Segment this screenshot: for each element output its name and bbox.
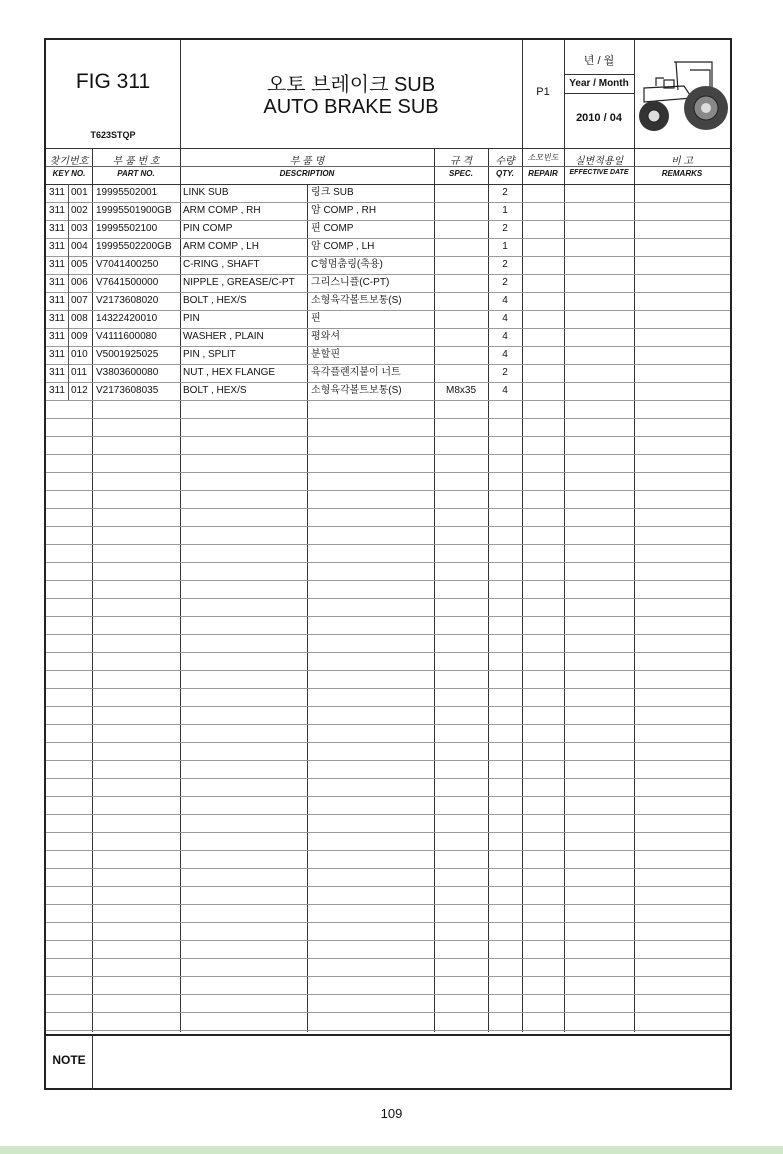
empty-row bbox=[46, 454, 730, 473]
fig-number-cell: 311 bbox=[49, 187, 65, 198]
column-headers bbox=[46, 148, 730, 185]
qty-cell: 2 bbox=[502, 367, 508, 378]
empty-row bbox=[46, 652, 730, 671]
col-eff-ko: 실변적용일 bbox=[574, 156, 624, 167]
col-rem-en: REMARKS bbox=[661, 169, 703, 178]
empty-row bbox=[46, 544, 730, 563]
page-title bbox=[180, 40, 522, 148]
description-ko-cell: 암 COMP , RH bbox=[311, 205, 377, 216]
description-en-cell: C-RING , SHAFT bbox=[183, 259, 260, 270]
key-number-cell: 009 bbox=[71, 331, 88, 342]
col-part-en: PART NO. bbox=[117, 169, 155, 178]
part-number-cell: 19995502001 bbox=[96, 187, 158, 198]
col-spec-ko: 규 격 bbox=[449, 156, 473, 167]
col-repair-en: REPAIR bbox=[528, 169, 558, 178]
empty-row bbox=[46, 706, 730, 725]
empty-row bbox=[46, 598, 730, 617]
empty-row bbox=[46, 1012, 730, 1031]
part-number-cell: V5001925025 bbox=[96, 349, 159, 360]
key-number-cell: 006 bbox=[71, 277, 88, 288]
empty-row bbox=[46, 724, 730, 743]
col-qty-en: QTY. bbox=[496, 169, 514, 178]
key-number-cell: 002 bbox=[71, 205, 88, 216]
figure-cell bbox=[46, 40, 180, 148]
qty-cell: 2 bbox=[502, 223, 508, 234]
description-en-cell: BOLT , HEX/S bbox=[183, 295, 247, 306]
figure-number: FIG 311 bbox=[75, 70, 151, 93]
note-label: NOTE bbox=[46, 1036, 93, 1090]
part-number-cell: 19995502100 bbox=[96, 223, 158, 234]
empty-row bbox=[46, 796, 730, 815]
empty-row bbox=[46, 868, 730, 887]
fig-number-cell: 311 bbox=[49, 259, 65, 270]
empty-row bbox=[46, 616, 730, 635]
model-code: T623STQP bbox=[90, 130, 136, 140]
description-ko-cell: 암 COMP , LH bbox=[311, 241, 375, 252]
fig-number-cell: 311 bbox=[49, 205, 65, 216]
qty-cell: 2 bbox=[502, 259, 508, 270]
date-cell bbox=[564, 40, 634, 148]
description-ko-cell: 핀 bbox=[311, 313, 321, 324]
fig-number-cell: 311 bbox=[49, 367, 65, 378]
title-korean: 오토 브레이크 SUB bbox=[266, 74, 436, 96]
header-block bbox=[46, 40, 730, 149]
table-row bbox=[46, 184, 730, 203]
part-number-cell: V7641500000 bbox=[96, 277, 159, 288]
empty-row bbox=[46, 580, 730, 599]
empty-row bbox=[46, 904, 730, 923]
fig-number-cell: 311 bbox=[49, 331, 65, 342]
description-en-cell: LINK SUB bbox=[183, 187, 229, 198]
part-number-cell: 19995501900GB bbox=[96, 205, 172, 216]
key-number-cell: 008 bbox=[71, 313, 88, 324]
qty-cell: 1 bbox=[502, 205, 508, 216]
table-row bbox=[46, 310, 730, 329]
table-row bbox=[46, 256, 730, 275]
qty-cell: 4 bbox=[502, 349, 508, 360]
key-number-cell: 003 bbox=[71, 223, 88, 234]
empty-row bbox=[46, 742, 730, 761]
col-spec-en: SPEC. bbox=[448, 169, 473, 178]
empty-row bbox=[46, 976, 730, 995]
description-en-cell: PIN bbox=[183, 313, 200, 324]
part-number-cell: V3803600080 bbox=[96, 367, 159, 378]
title-english: AUTO BRAKE SUB bbox=[263, 96, 439, 118]
description-en-cell: PIN , SPLIT bbox=[183, 349, 236, 360]
qty-cell: 4 bbox=[502, 295, 508, 306]
description-ko-cell: 평와셔 bbox=[311, 331, 340, 342]
description-ko-cell: 소형육각볼트보통(S) bbox=[311, 385, 402, 396]
col-desc-ko: 부 품 명 bbox=[289, 156, 325, 167]
empty-row bbox=[46, 994, 730, 1013]
description-en-cell: ARM COMP , LH bbox=[183, 241, 259, 252]
description-en-cell: WASHER , PLAIN bbox=[183, 331, 264, 342]
fig-number-cell: 311 bbox=[49, 313, 65, 324]
tractor-icon bbox=[634, 40, 730, 148]
part-number-cell: V2173608035 bbox=[96, 385, 159, 396]
empty-row bbox=[46, 436, 730, 455]
fig-number-cell: 311 bbox=[49, 295, 65, 306]
fig-number-cell: 311 bbox=[49, 349, 65, 360]
description-ko-cell: 그리스니플(C-PT) bbox=[311, 277, 390, 288]
empty-row bbox=[46, 508, 730, 527]
table-row bbox=[46, 328, 730, 347]
empty-row bbox=[46, 940, 730, 959]
description-ko-cell: 분할핀 bbox=[311, 349, 340, 360]
page-code-cell bbox=[522, 40, 564, 148]
description-ko-cell: 링크 SUB bbox=[311, 187, 354, 198]
description-ko-cell: C형멈춤링(축용) bbox=[311, 259, 383, 270]
empty-row bbox=[46, 778, 730, 797]
key-number-cell: 012 bbox=[71, 385, 88, 396]
empty-row bbox=[46, 832, 730, 851]
fig-number-cell: 311 bbox=[49, 241, 65, 252]
empty-row bbox=[46, 760, 730, 779]
page-number: 109 bbox=[380, 1106, 403, 1121]
empty-row bbox=[46, 400, 730, 419]
empty-row bbox=[46, 526, 730, 545]
key-number-cell: 010 bbox=[71, 349, 88, 360]
part-number-cell: V7041400250 bbox=[96, 259, 159, 270]
qty-cell: 2 bbox=[502, 277, 508, 288]
col-key-ko: 찾기번호 bbox=[49, 156, 89, 167]
note-box bbox=[46, 1034, 730, 1090]
key-number-cell: 011 bbox=[71, 367, 87, 378]
col-eff-en: EFFECTIVE DATE bbox=[569, 169, 629, 176]
fig-number-cell: 311 bbox=[49, 385, 65, 396]
key-number-cell: 004 bbox=[71, 241, 88, 252]
qty-cell: 4 bbox=[502, 385, 508, 396]
part-number-cell: V2173608020 bbox=[96, 295, 159, 306]
description-ko-cell: 소형육각볼트보통(S) bbox=[311, 295, 402, 306]
parts-table bbox=[46, 184, 730, 1032]
empty-row bbox=[46, 922, 730, 941]
table-row bbox=[46, 382, 730, 401]
fig-number-cell: 311 bbox=[49, 223, 65, 234]
empty-row bbox=[46, 562, 730, 581]
page-code: P1 bbox=[536, 86, 550, 98]
qty-cell: 4 bbox=[502, 331, 508, 342]
spec-cell: M8x35 bbox=[445, 385, 476, 396]
bottom-band bbox=[0, 1146, 783, 1154]
qty-cell: 2 bbox=[502, 187, 508, 198]
empty-row bbox=[46, 814, 730, 833]
key-number-cell: 001 bbox=[71, 187, 88, 198]
col-repair-ko: 소모빈도 bbox=[527, 153, 559, 162]
empty-row bbox=[46, 958, 730, 977]
empty-row bbox=[46, 688, 730, 707]
description-en-cell: NUT , HEX FLANGE bbox=[183, 367, 276, 378]
description-en-cell: PIN COMP bbox=[183, 223, 233, 234]
col-desc-en: DESCRIPTION bbox=[279, 169, 335, 178]
empty-row bbox=[46, 850, 730, 869]
part-number-cell: V4111600080 bbox=[96, 331, 157, 342]
key-number-cell: 005 bbox=[71, 259, 88, 270]
col-qty-ko: 수량 bbox=[495, 156, 515, 167]
part-number-cell: 14322420010 bbox=[96, 313, 158, 324]
description-ko-cell: 핀 COMP bbox=[311, 223, 354, 234]
part-number-cell: 19995502200GB bbox=[96, 241, 172, 252]
description-ko-cell: 육각플랜지붙이 너트 bbox=[311, 367, 401, 378]
year-month-korean: 년 / 월 bbox=[583, 55, 615, 67]
table-row bbox=[46, 238, 730, 257]
key-number-cell: 007 bbox=[71, 295, 88, 306]
parts-sheet bbox=[44, 38, 732, 1090]
empty-row bbox=[46, 490, 730, 509]
year-month-label: Year / Month bbox=[564, 74, 634, 94]
qty-cell: 4 bbox=[502, 313, 508, 324]
empty-row bbox=[46, 634, 730, 653]
description-en-cell: ARM COMP , RH bbox=[183, 205, 261, 216]
table-row bbox=[46, 202, 730, 221]
empty-row bbox=[46, 670, 730, 689]
fig-number-cell: 311 bbox=[49, 277, 65, 288]
empty-row bbox=[46, 472, 730, 491]
col-key-en: KEY NO. bbox=[52, 169, 86, 178]
table-row bbox=[46, 274, 730, 293]
table-row bbox=[46, 346, 730, 365]
col-rem-ko: 비 고 bbox=[670, 156, 694, 167]
empty-row bbox=[46, 418, 730, 437]
empty-row bbox=[46, 886, 730, 905]
table-row bbox=[46, 292, 730, 311]
table-row bbox=[46, 364, 730, 383]
qty-cell: 1 bbox=[502, 241, 508, 252]
col-part-ko: 부 품 번 호 bbox=[112, 156, 160, 167]
description-en-cell: BOLT , HEX/S bbox=[183, 385, 247, 396]
description-en-cell: NIPPLE , GREASE/C-PT bbox=[183, 277, 295, 288]
table-row bbox=[46, 220, 730, 239]
issue-date: 2010 / 04 bbox=[576, 112, 622, 124]
